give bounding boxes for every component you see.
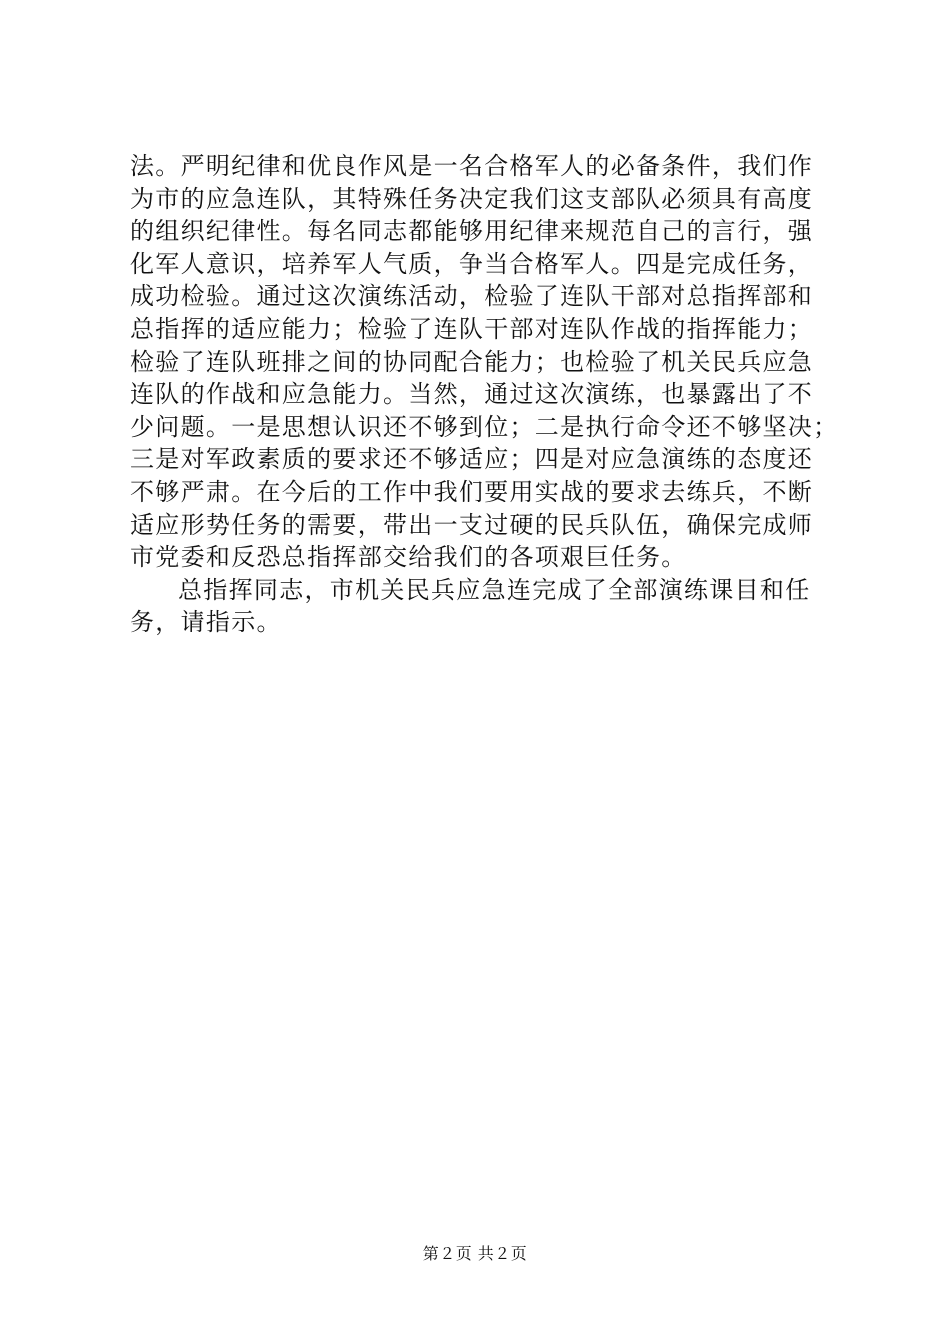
text-line: 为市的应急连队，其特殊任务决定我们这支部队必须具有高度 — [130, 184, 814, 213]
text-line: 总指挥同志，市机关民兵应急连完成了全部演练课目和任 — [178, 575, 811, 604]
text-line: 市党委和反恐总指挥部交给我们的各项艰巨任务。 — [130, 543, 687, 572]
text-line: 三是对军政素质的要求还不够适应；四是对应急演练的态度还 — [130, 445, 814, 474]
text-line: 少问题。一是思想认识还不够到位；二是执行命令还不够坚决； — [130, 412, 839, 441]
text-line: 法。严明纪律和优良作风是一名合格军人的必备条件，我们作 — [130, 152, 814, 180]
text-line: 务，请指示。 — [130, 608, 282, 637]
text-line: 的组织纪律性。每名同志都能够用纪律来规范自己的言行，强 — [130, 217, 814, 246]
text-line: 成功检验。通过这次演练活动，检验了连队干部对总指挥部和 — [130, 282, 814, 311]
text-line: 连队的作战和应急能力。当然，通过这次演练，也暴露出了不 — [130, 380, 814, 409]
text-line: 总指挥的适应能力；检验了连队干部对连队作战的指挥能力； — [130, 314, 814, 343]
text-line: 不够严肃。在今后的工作中我们要用实战的要求去练兵，不断 — [130, 477, 814, 506]
text-line: 化军人意识，培养军人气质，争当合格军人。四是完成任务， — [130, 249, 814, 278]
page-number-footer: 第２页 共２页 — [422, 1244, 528, 1263]
text-line: 适应形势任务的需要，带出一支过硬的民兵队伍，确保完成师 — [130, 510, 814, 539]
body-text — [130, 150, 839, 639]
text-line: 检验了连队班排之间的协同配合能力；也检验了机关民兵应急 — [130, 347, 814, 376]
